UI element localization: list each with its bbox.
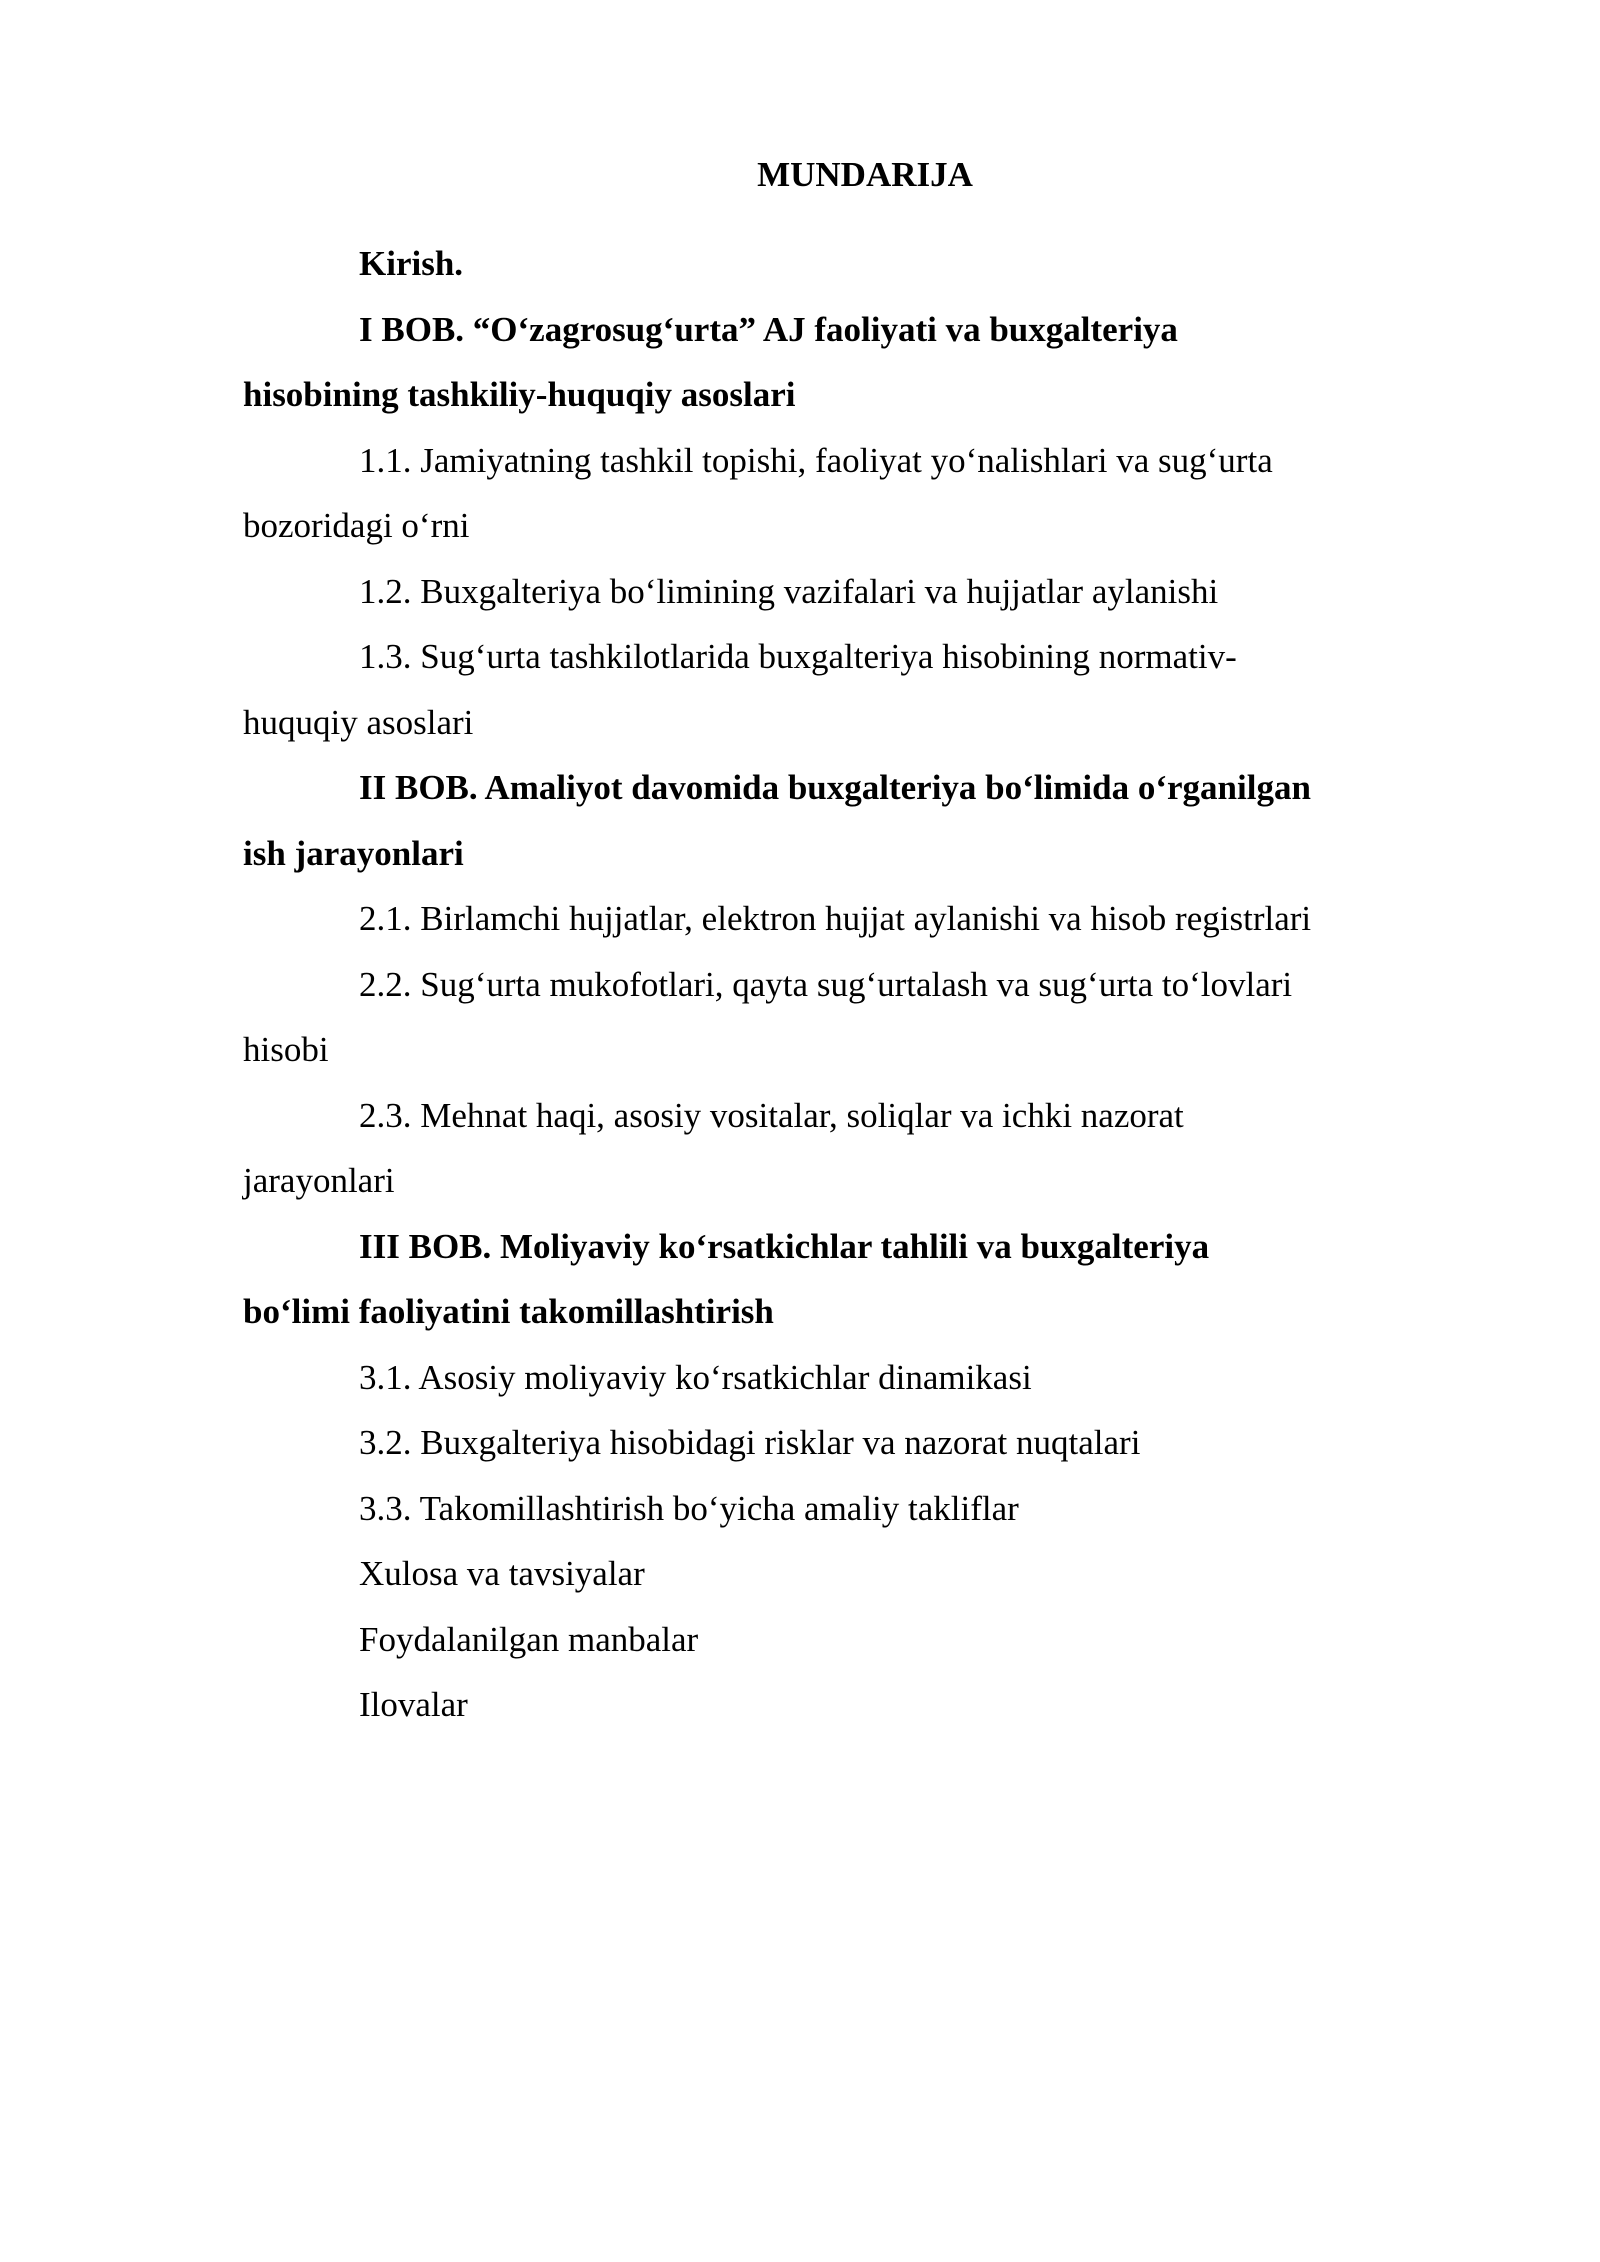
toc-entry-chapter-3: III BOB. Moliyaviy koʻrsatkichlar tahlili va buxgalteriya boʻlimi faoliyatini takomillashtirish <box>243 1226 1210 1331</box>
toc-entry-chapter-1: I BOB. “Oʻzagrosugʻurta” AJ faoliyati va buxgalteriya hisobining tashkiliy-huquqiy asoslari <box>243 309 1178 414</box>
toc-entry-section-3-2: 3.2. Buxgalteriya hisobidagi risklar va nazorat nuqtalari <box>359 1423 1141 1462</box>
toc-entry-section-1-2: 1.2. Buxgalteriya boʻlimining vazifalari va hujjatlar aylanishi <box>359 571 1219 611</box>
toc-entry-section-2-1: 2.1. Birlamchi hujjatlar, elektron hujjat aylanishi va hisob registrlari <box>359 899 1312 938</box>
toc-entry-section-3-3: 3.3. Takomillashtirish boʻyicha amaliy takliflar <box>359 1488 1019 1528</box>
toc-entry-appendices: Ilovalar <box>359 1685 468 1724</box>
toc-entry-section-2-3: 2.3. Mehnat haqi, asosiy vositalar, soliqlar va ichki nazorat jarayonlari <box>243 1095 1184 1200</box>
toc-entry-section-1-1: 1.1. Jamiyatning tashkil topishi, faoliyat yoʻnalishlari va sugʻurta bozoridagi oʻrni <box>243 440 1273 545</box>
toc-entry-references: Foydalanilgan manbalar <box>359 1619 699 1659</box>
toc-entry-introduction: Kirish. <box>359 244 464 283</box>
toc-entry-section-2-2: 2.2. Sugʻurta mukofotlari, qayta sugʻurtalash va sugʻurta toʻlovlari hisobi <box>243 964 1293 1069</box>
table-of-contents <box>243 231 1313 1738</box>
toc-entry-section-3-1: 3.1. Asosiy moliyaviy koʻrsatkichlar dinamikasi <box>359 1357 1032 1397</box>
toc-entry-section-1-3: 1.3. Sugʻurta tashkilotlarida buxgalteriya hisobining normativ-huquqiy asoslari <box>243 637 1237 742</box>
toc-entry-chapter-2: II BOB. Amaliyot davomida buxgalteriya boʻlimida oʻrganilgan ish jarayonlari <box>243 768 1311 873</box>
page-title: MUNDARIJA <box>757 155 973 194</box>
toc-entry-conclusion: Xulosa va tavsiyalar <box>359 1554 645 1593</box>
